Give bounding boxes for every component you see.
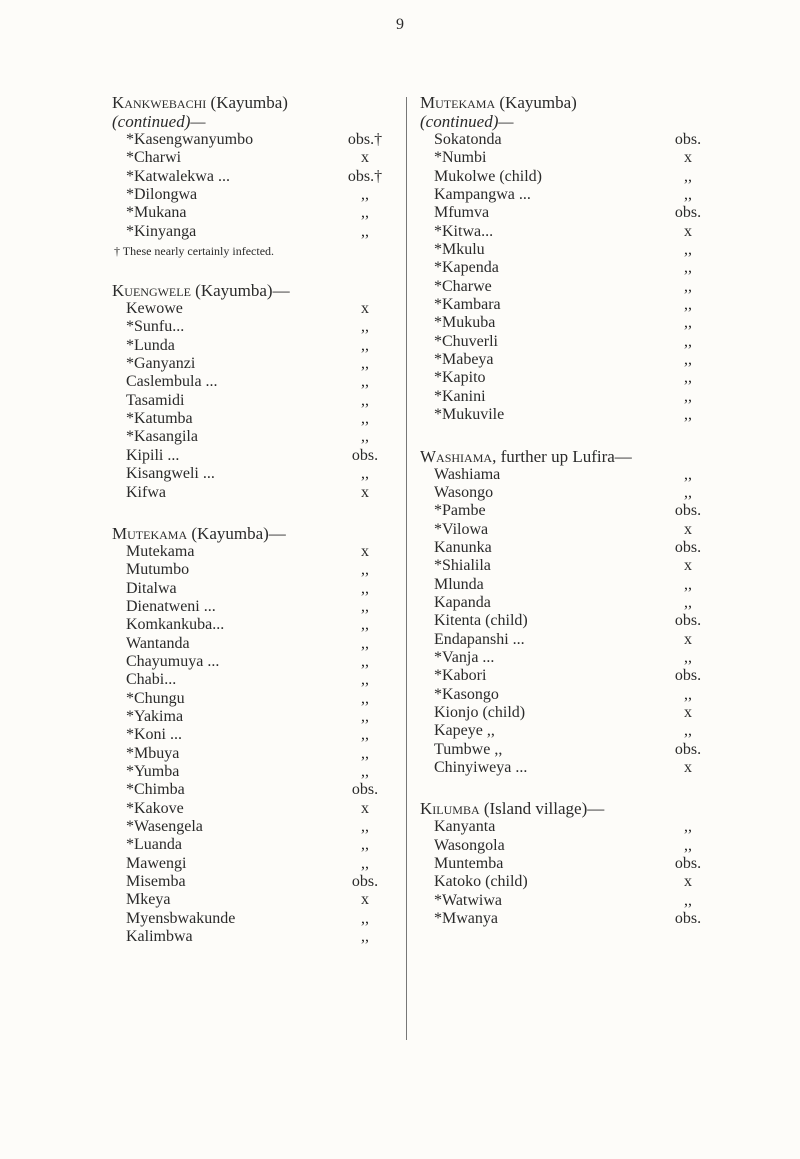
entry-status: ,, <box>361 391 369 409</box>
entry-status: x <box>684 630 692 648</box>
entry-name: *Wasengela <box>126 818 203 835</box>
left-column <box>112 93 394 946</box>
section-heading-main: Washiama <box>420 446 493 466</box>
entry-status: ,, <box>361 707 369 725</box>
entry-row <box>420 631 722 649</box>
entry-status: obs. <box>351 446 379 464</box>
entry-name: Wasongola <box>434 836 505 854</box>
entry-row <box>112 855 394 873</box>
entry-row <box>420 686 722 704</box>
entry-row <box>420 314 722 332</box>
entry-row <box>112 616 394 634</box>
entry-row <box>112 781 394 799</box>
entry-name: Mukolwe (child) <box>434 167 542 185</box>
footnote: † These nearly certainly infected. <box>114 244 275 259</box>
entry-name: Tasamidi <box>126 391 185 409</box>
entry-status: obs. <box>351 781 379 799</box>
entry-row <box>112 484 394 502</box>
entry-row <box>420 759 722 777</box>
entry-name: Kipili ... <box>126 446 180 464</box>
village-section <box>112 524 394 947</box>
entry-row <box>420 910 722 928</box>
entry-name: Kanunka <box>434 538 492 556</box>
entry-row <box>420 388 722 406</box>
entry-row <box>112 300 394 318</box>
section-heading <box>420 799 722 818</box>
entry-status: ,, <box>684 722 692 740</box>
entry-name: Kalimbwa <box>126 928 193 946</box>
entry-name: Kanyanta <box>434 818 496 836</box>
village-section <box>112 281 394 502</box>
entry-status: ,, <box>361 818 369 835</box>
entry-status: obs. <box>674 667 702 685</box>
entry-name: *Kambara <box>434 296 501 314</box>
entry-row <box>112 800 394 818</box>
entry-name: *Kapenda <box>434 259 499 277</box>
entry-name: Kifwa <box>126 483 166 501</box>
entry-row <box>420 539 722 557</box>
entry-row <box>112 149 394 167</box>
entry-name: Mutumbo <box>126 561 190 579</box>
entry-status: ,, <box>684 891 692 909</box>
entry-status: ,, <box>684 332 692 350</box>
section-heading <box>112 93 394 112</box>
entry-name: *Chimba <box>126 781 185 799</box>
entry-status: ,, <box>361 336 369 354</box>
entry-row <box>420 406 722 424</box>
entry-name: *Charwe <box>434 277 492 295</box>
entry-row <box>420 649 722 667</box>
entry-name: *Vanja ... <box>434 648 495 666</box>
entry-name: Misemba <box>126 873 186 891</box>
entry-name: *Katumba <box>126 410 193 428</box>
section-heading <box>112 524 394 543</box>
entry-row <box>112 763 394 781</box>
entry-status: x <box>361 483 369 501</box>
entry-status: obs. <box>674 910 702 928</box>
section-heading-rest: (Kayumba) <box>206 93 288 112</box>
section-heading-rest: , further up Lufira— <box>492 446 632 466</box>
entry-name: *Kakove <box>126 799 184 817</box>
entry-status: ,, <box>684 593 692 611</box>
entry-status: x <box>361 542 369 560</box>
entry-status: ,, <box>361 204 369 222</box>
entry-row <box>420 351 722 369</box>
entry-name: *Chuverli <box>434 332 498 350</box>
continued-label: (continued)— <box>112 112 206 131</box>
entry-name: *Mukuba <box>434 314 496 332</box>
entry-status: ,, <box>684 314 692 332</box>
entry-status: obs. <box>674 204 702 222</box>
entry-row <box>112 373 394 391</box>
entry-status: obs. <box>674 612 702 630</box>
entry-row <box>112 635 394 653</box>
entry-status: ,, <box>361 373 369 391</box>
entry-row <box>112 928 394 946</box>
section-heading-main: Mutekama <box>420 93 496 112</box>
entry-row <box>112 186 394 204</box>
entry-row <box>420 241 722 259</box>
entry-name: *Shialila <box>434 557 491 575</box>
entry-name: *Charwi <box>126 149 182 167</box>
entry-name: Wantanda <box>126 634 190 652</box>
entry-name: *Yumba <box>126 762 180 780</box>
entry-status: ,, <box>684 836 692 854</box>
entry-name: *Mbuya <box>126 744 180 762</box>
entry-status: ,, <box>361 561 369 579</box>
entry-name: Kewowe <box>126 300 183 318</box>
entry-name: *Mkulu <box>434 241 485 259</box>
entry-status: x <box>684 149 692 167</box>
entry-name: *Ganyanzi <box>126 355 196 373</box>
entry-name: *Chungu <box>126 689 185 707</box>
entry-row <box>112 708 394 726</box>
section-gap <box>420 425 722 447</box>
entry-name: Katoko (child) <box>434 873 528 891</box>
entry-status: obs. <box>674 740 702 758</box>
entry-name: Kampangwa ... <box>434 186 531 204</box>
entry-status: x <box>684 557 692 575</box>
section-heading-main: Kilumba <box>420 799 480 819</box>
entry-row <box>420 296 722 314</box>
entry-status: ,, <box>361 671 369 689</box>
entry-row <box>420 333 722 351</box>
entry-row <box>420 667 722 685</box>
entry-name: Kapanda <box>434 593 491 611</box>
section-heading <box>112 281 394 300</box>
entry-status: ,, <box>684 406 692 424</box>
entry-name: Mfumva <box>434 204 490 222</box>
page-number: 9 <box>396 16 404 33</box>
entry-name: Kitenta (child) <box>434 612 528 630</box>
village-section <box>420 93 722 425</box>
entry-row <box>112 392 394 410</box>
entry-name: *Yakima <box>126 707 184 725</box>
entry-row <box>112 818 394 836</box>
entry-name: *Kitwa... <box>434 222 494 240</box>
entry-status: x <box>361 799 369 817</box>
entry-status: ,, <box>361 355 369 373</box>
entry-row <box>420 521 722 539</box>
entry-status: ,, <box>684 186 692 204</box>
entry-row <box>420 369 722 387</box>
entry-status: obs. <box>674 131 702 148</box>
entry-row <box>112 543 394 561</box>
section-heading-rest: (Kayumba)— <box>187 523 286 543</box>
entry-name: *Koni ... <box>126 726 182 744</box>
village-section <box>420 447 722 778</box>
entry-status: ,, <box>361 579 369 597</box>
entry-row <box>112 891 394 909</box>
entry-status: ,, <box>684 648 692 666</box>
entry-status: obs.† <box>347 131 383 148</box>
entry-row <box>420 186 722 204</box>
entry-name: *Vilowa <box>434 520 489 538</box>
entry-row <box>112 465 394 483</box>
entry-name: *Kasongo <box>434 685 499 703</box>
entry-name: *Watwiwa <box>434 891 503 909</box>
entry-status: ,, <box>361 652 369 670</box>
entry-status: ,, <box>361 726 369 744</box>
section-heading-main: Kankwebachi <box>112 93 207 112</box>
entry-row <box>420 741 722 759</box>
entry-name: Caslembula ... <box>126 373 218 391</box>
entry-name: Komkankuba... <box>126 616 225 634</box>
entry-status: ,, <box>361 634 369 652</box>
entry-status: x <box>361 149 369 167</box>
entry-row <box>420 204 722 222</box>
entry-name: Chayumuya ... <box>126 652 220 670</box>
entry-status: ,, <box>361 597 369 615</box>
entry-status: ,, <box>684 818 692 836</box>
entry-row <box>112 836 394 854</box>
entry-status: obs. <box>674 502 702 520</box>
entry-status: ,, <box>361 222 369 240</box>
entry-row <box>420 837 722 855</box>
entry-row <box>420 612 722 630</box>
entry-row <box>420 557 722 575</box>
entry-row <box>112 318 394 336</box>
entry-name: *Mukuvile <box>434 406 505 424</box>
entry-name: *Mabeya <box>434 351 494 369</box>
entry-name: Mutekama <box>126 542 195 560</box>
entry-row <box>112 355 394 373</box>
entry-name: *Mwanya <box>434 910 498 928</box>
entry-name: Washiama <box>434 465 501 483</box>
entry-status: ,, <box>684 167 692 185</box>
entry-status: ,, <box>684 296 692 314</box>
entry-name: Mlunda <box>434 575 484 593</box>
entry-row <box>420 259 722 277</box>
entry-status: x <box>684 222 692 240</box>
entry-status: x <box>684 520 692 538</box>
entry-name: *Numbi <box>434 149 487 167</box>
entry-name: Myensbwakunde <box>126 909 236 927</box>
entry-name: *Kasengwanyumbo <box>126 131 254 148</box>
section-gap <box>420 777 722 799</box>
entry-row <box>112 580 394 598</box>
entry-status: x <box>684 703 692 721</box>
entry-row <box>420 818 722 836</box>
village-section <box>420 799 722 928</box>
entry-status: ,, <box>361 410 369 428</box>
entry-status: x <box>361 891 369 909</box>
entry-row <box>112 447 394 465</box>
entry-name: Kisangweli ... <box>126 465 215 483</box>
entry-status: ,, <box>684 465 692 483</box>
entry-row <box>112 428 394 446</box>
entry-status: ,, <box>684 483 692 501</box>
entry-status: x <box>684 759 692 776</box>
section-gap <box>112 259 394 281</box>
section-heading-rest: (Island village)— <box>479 799 605 819</box>
entry-status: ,, <box>361 616 369 634</box>
entry-status: obs. <box>674 855 702 873</box>
entry-status: ,, <box>361 909 369 927</box>
entry-status: x <box>684 873 692 891</box>
entry-row <box>420 278 722 296</box>
entry-name: Kionjo (child) <box>434 703 526 721</box>
entry-row <box>112 337 394 355</box>
entry-status: ,, <box>361 689 369 707</box>
entry-status: ,, <box>361 465 369 483</box>
entry-status: obs.† <box>347 167 383 185</box>
entry-status: ,, <box>684 369 692 387</box>
entry-row <box>112 410 394 428</box>
entry-row <box>112 204 394 222</box>
entry-name: Muntemba <box>434 855 504 873</box>
village-section <box>112 93 394 259</box>
entry-name: *Luanda <box>126 836 182 854</box>
entry-name: *Kabori <box>434 667 487 685</box>
entry-name: Chinyiweya ... <box>434 759 528 776</box>
section-heading-rest: (Kayumba) <box>495 93 577 112</box>
entry-status: ,, <box>361 428 369 446</box>
entry-status: ,, <box>361 762 369 780</box>
entry-row <box>112 690 394 708</box>
section-heading-main: Mutekama <box>112 523 188 543</box>
right-column <box>420 93 722 928</box>
entry-status: ,, <box>684 277 692 295</box>
entry-status: ,, <box>361 318 369 336</box>
entry-row <box>112 131 394 149</box>
section-heading-main: Kuengwele <box>112 281 191 301</box>
entry-status: ,, <box>361 836 369 854</box>
entry-status: obs. <box>674 538 702 556</box>
entry-row <box>420 502 722 520</box>
entry-row <box>420 873 722 891</box>
entry-status: x <box>361 300 369 318</box>
column-divider <box>406 97 407 1040</box>
entry-name: Endapanshi ... <box>434 630 525 648</box>
entry-row <box>420 722 722 740</box>
entry-status: obs. <box>351 873 379 891</box>
entry-row <box>420 466 722 484</box>
entry-name: *Mukana <box>126 204 187 222</box>
entry-row <box>112 726 394 744</box>
entry-row <box>420 576 722 594</box>
entry-name: Dienatweni ... <box>126 597 216 615</box>
entry-row <box>420 131 722 149</box>
entry-row <box>420 484 722 502</box>
entry-name: *Kinyanga <box>126 222 197 240</box>
entry-row <box>420 168 722 186</box>
entry-row <box>112 653 394 671</box>
entry-name: *Kanini <box>434 387 486 405</box>
entry-name: Chabi... <box>126 671 177 689</box>
entry-row <box>420 704 722 722</box>
section-heading <box>420 93 722 112</box>
entry-name: *Pambe <box>434 502 486 520</box>
entry-row <box>112 873 394 891</box>
entry-row <box>112 168 394 186</box>
entry-name: *Kasangila <box>126 428 198 446</box>
entry-row <box>112 598 394 616</box>
section-heading <box>420 447 722 466</box>
entry-row <box>112 910 394 928</box>
entry-name: *Lunda <box>126 336 175 354</box>
entry-name: Tumbwe ,, <box>434 740 503 758</box>
entry-name: *Katwalekwa ... <box>126 167 230 185</box>
entry-row <box>112 561 394 579</box>
entry-status: ,, <box>684 575 692 593</box>
entry-status: ,, <box>361 744 369 762</box>
entry-status: ,, <box>684 241 692 259</box>
entry-row <box>112 223 394 241</box>
entry-status: ,, <box>684 351 692 369</box>
section-heading-rest: (Kayumba)— <box>190 281 290 301</box>
entry-name: Kapeye ,, <box>434 722 495 740</box>
entry-row <box>112 671 394 689</box>
entry-row <box>420 149 722 167</box>
entry-name: Wasongo <box>434 483 494 501</box>
entry-row <box>112 745 394 763</box>
entry-status: ,, <box>684 685 692 703</box>
entry-row <box>420 594 722 612</box>
entry-name: *Dilongwa <box>126 186 198 204</box>
entry-name: *Kapito <box>434 369 486 387</box>
entry-status: ,, <box>684 387 692 405</box>
continued-label: (continued)— <box>420 112 514 131</box>
entry-name: Sokatonda <box>434 131 502 148</box>
entry-name: Mawengi <box>126 854 187 872</box>
entry-status: ,, <box>361 186 369 204</box>
entry-name: Ditalwa <box>126 579 177 597</box>
entry-name: *Sunfu... <box>126 318 185 336</box>
section-gap <box>112 502 394 524</box>
entry-row <box>420 855 722 873</box>
entry-status: ,, <box>361 928 369 946</box>
entry-status: ,, <box>361 854 369 872</box>
entry-status: ,, <box>684 259 692 277</box>
entry-row <box>420 223 722 241</box>
entry-name: Mkeya <box>126 891 171 909</box>
entry-row <box>420 892 722 910</box>
